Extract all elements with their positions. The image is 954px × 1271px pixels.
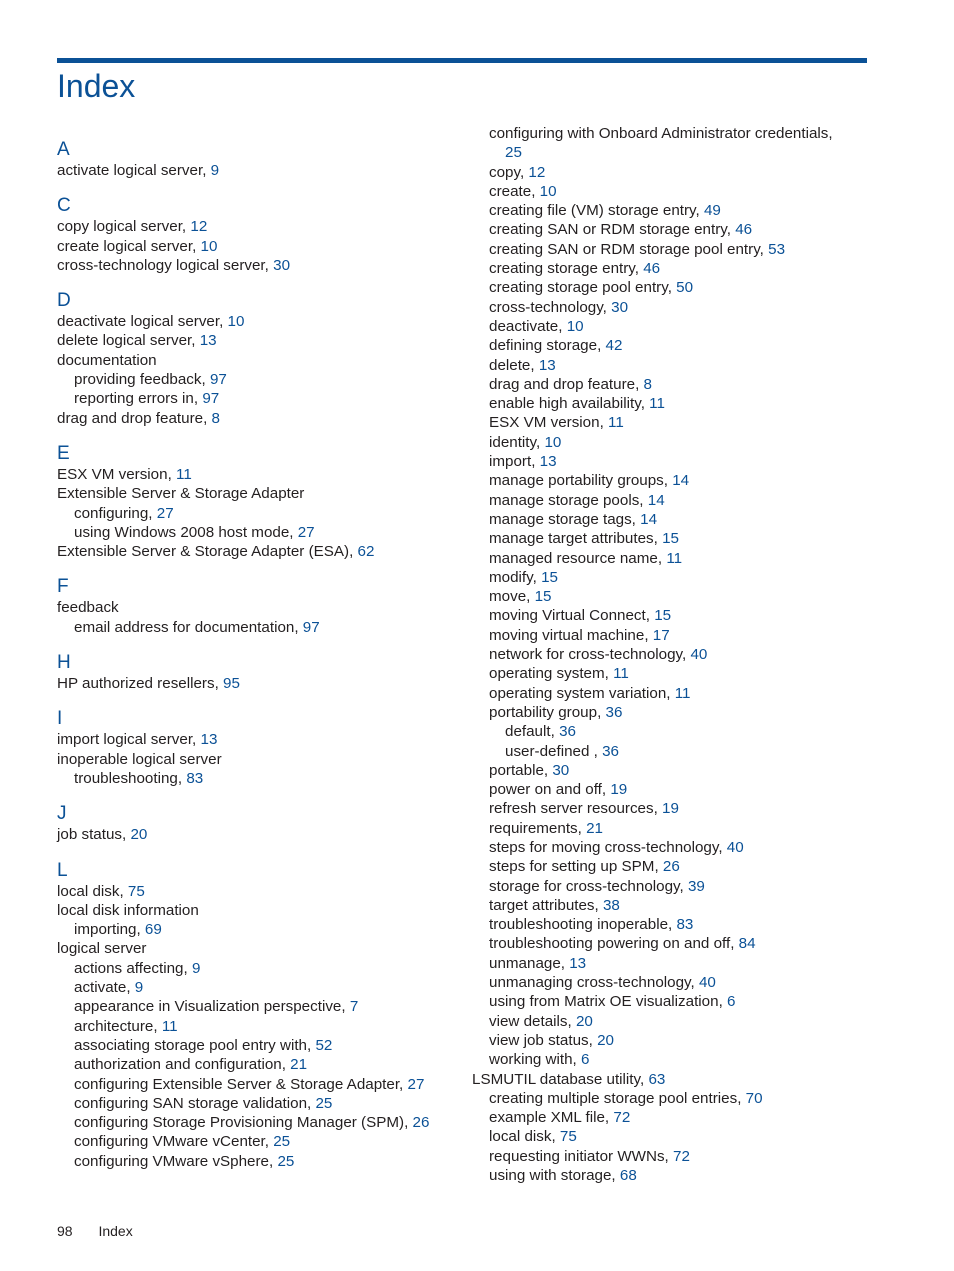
index-entry-term: configuring with Onboard Administrator credentials, bbox=[489, 125, 833, 142]
index-entry-term: ESX VM version, bbox=[489, 414, 604, 432]
index-letter-heading: I bbox=[57, 708, 63, 730]
index-entry bbox=[472, 201, 892, 220]
index-entry bbox=[472, 278, 892, 297]
index-entry bbox=[57, 1132, 457, 1151]
page-reference-link[interactable]: 75 bbox=[127, 882, 145, 900]
page-reference-link[interactable]: 97 bbox=[302, 618, 320, 636]
index-letter-heading: D bbox=[57, 290, 71, 312]
index-entry bbox=[57, 825, 457, 844]
index-entry bbox=[472, 954, 892, 973]
index-entry bbox=[472, 1127, 892, 1146]
page-reference-link[interactable]: 25 bbox=[277, 1152, 295, 1170]
page-reference-link[interactable]: 46 bbox=[735, 221, 753, 239]
index-entry bbox=[472, 1012, 892, 1031]
index-entry-term: storage for cross-technology, bbox=[489, 877, 684, 895]
index-entry-term: view details, bbox=[489, 1012, 572, 1030]
page-reference-link[interactable]: 19 bbox=[610, 781, 628, 799]
index-entry bbox=[472, 664, 892, 683]
index-entry bbox=[472, 317, 892, 336]
index-entry-term: requesting initiator WWNs, bbox=[489, 1147, 669, 1165]
index-entry bbox=[472, 356, 892, 375]
page-reference-link[interactable]: 13 bbox=[538, 356, 556, 374]
index-entry bbox=[57, 1075, 457, 1094]
index-entry-term: troubleshooting powering on and off, bbox=[489, 935, 735, 953]
index-entry bbox=[472, 742, 892, 761]
page-reference-link[interactable]: 20 bbox=[597, 1031, 614, 1049]
page-reference-link[interactable]: 49 bbox=[703, 202, 721, 220]
index-entry bbox=[472, 1070, 892, 1089]
index-entry-term: cross-technology logical server, bbox=[57, 256, 269, 274]
index-entry-term: deactivate, bbox=[489, 317, 563, 335]
index-entry bbox=[57, 882, 457, 901]
index-entry-term: defining storage, bbox=[489, 337, 602, 355]
index-entry bbox=[57, 465, 457, 484]
page-reference-link[interactable]: 11 bbox=[608, 414, 624, 432]
page-reference-link[interactable]: 10 bbox=[544, 433, 562, 451]
index-entry bbox=[472, 510, 892, 529]
index-entry-term: troubleshooting inoperable, bbox=[489, 916, 673, 934]
page-reference-link[interactable]: 9 bbox=[210, 162, 220, 179]
index-entry-term: unmanaging cross-technology, bbox=[489, 974, 695, 992]
page-reference-link[interactable]: 30 bbox=[273, 256, 291, 274]
index-entry bbox=[472, 298, 892, 317]
index-column-right bbox=[472, 124, 892, 1185]
index-entry bbox=[472, 838, 892, 857]
index-entry bbox=[57, 939, 457, 958]
index-entry bbox=[472, 761, 892, 780]
page-reference-link[interactable]: 9 bbox=[134, 979, 144, 997]
index-entry-term: providing feedback, bbox=[74, 371, 206, 389]
page-reference-link[interactable]: 26 bbox=[412, 1114, 430, 1132]
page-reference-link[interactable]: 39 bbox=[687, 877, 705, 895]
index-entry bbox=[472, 433, 892, 452]
index-entry bbox=[57, 1017, 457, 1036]
page-reference-link[interactable]: 72 bbox=[613, 1109, 631, 1127]
index-entry bbox=[472, 819, 892, 838]
page-reference-link[interactable]: 63 bbox=[648, 1070, 666, 1088]
header-rule bbox=[57, 58, 867, 63]
index-entry bbox=[472, 1050, 892, 1069]
index-entry-term: moving virtual machine, bbox=[489, 626, 649, 644]
index-entry bbox=[57, 1113, 457, 1132]
page-reference-link[interactable]: 19 bbox=[662, 800, 679, 818]
index-entry bbox=[57, 409, 457, 428]
index-entry-term: delete logical server, bbox=[57, 332, 196, 350]
page-reference-link[interactable]: 7 bbox=[349, 998, 359, 1016]
index-entry-term: local disk, bbox=[57, 882, 124, 900]
index-entry bbox=[472, 857, 892, 876]
index-entry-term: creating SAN or RDM storage entry, bbox=[489, 221, 731, 239]
index-entry-term: requirements, bbox=[489, 819, 582, 837]
index-entry bbox=[472, 992, 892, 1011]
index-entry bbox=[472, 220, 892, 239]
index-entry-term: Extensible Server & Storage Adapter bbox=[57, 485, 305, 503]
index-entry bbox=[57, 1152, 457, 1171]
index-entry bbox=[472, 780, 892, 799]
index-entry-term: job status, bbox=[57, 826, 127, 844]
index-entry bbox=[57, 389, 457, 408]
index-entry-term: creating file (VM) storage entry, bbox=[489, 202, 700, 220]
index-entry-term: network for cross-technology, bbox=[489, 646, 687, 664]
index-entry bbox=[57, 730, 457, 749]
index-entry bbox=[472, 1108, 892, 1127]
page-reference-link[interactable]: 40 bbox=[690, 646, 708, 664]
index-entry bbox=[472, 1147, 892, 1166]
index-entry-term: enable high availability, bbox=[489, 395, 645, 413]
index-entry-term: HP authorized resellers, bbox=[57, 675, 219, 693]
index-entry bbox=[472, 143, 892, 162]
footer-section-title: Index bbox=[98, 1223, 133, 1239]
page-reference-link[interactable]: 20 bbox=[130, 826, 148, 844]
index-entry-term: managed resource name, bbox=[489, 549, 663, 567]
index-entry-term: configuring VMware vCenter, bbox=[74, 1133, 269, 1151]
index-entry-term: using Windows 2008 host mode, bbox=[74, 523, 294, 541]
index-entry bbox=[472, 549, 892, 568]
page-reference-link[interactable]: 27 bbox=[297, 523, 315, 541]
index-letter-heading: J bbox=[57, 803, 67, 825]
index-entry-term: portability group, bbox=[489, 703, 602, 721]
page-reference-link[interactable]: 14 bbox=[647, 491, 665, 509]
page-reference-link[interactable]: 53 bbox=[768, 240, 786, 258]
index-entry-term: LSMUTIL database utility, bbox=[472, 1070, 645, 1088]
page-reference-link[interactable]: 36 bbox=[559, 723, 576, 741]
index-entry bbox=[472, 703, 892, 722]
index-entry-term: manage storage pools, bbox=[489, 491, 644, 509]
page-title: Index bbox=[57, 68, 136, 104]
index-entry bbox=[472, 491, 892, 510]
page-reference-link[interactable]: 40 bbox=[698, 974, 716, 992]
index-entry-term: local disk information bbox=[57, 901, 199, 919]
index-entry-term: configuring VMware vSphere, bbox=[74, 1152, 274, 1170]
index-letter-heading: L bbox=[57, 859, 68, 881]
index-entry-term: create logical server, bbox=[57, 237, 197, 255]
index-entry-term: manage portability groups, bbox=[489, 472, 668, 490]
index-entry-term: local disk, bbox=[489, 1128, 556, 1146]
page-reference-link[interactable]: 30 bbox=[611, 298, 629, 316]
page-reference-link[interactable]: 15 bbox=[662, 530, 679, 548]
index-entry bbox=[472, 799, 892, 818]
page-reference-link[interactable]: 8 bbox=[643, 375, 652, 393]
index-entry-term: move, bbox=[489, 588, 531, 606]
index-entry bbox=[57, 997, 457, 1016]
index-entry bbox=[57, 959, 457, 978]
page-reference-link[interactable]: 70 bbox=[745, 1089, 763, 1107]
index-entry bbox=[472, 1031, 892, 1050]
page-reference-link[interactable]: 50 bbox=[676, 279, 694, 297]
index-entry-term: configuring Storage Provisioning Manager (SPM), bbox=[74, 1114, 409, 1132]
page-reference-link[interactable]: 97 bbox=[202, 390, 220, 408]
index-entry-term: architecture, bbox=[74, 1017, 158, 1035]
index-entry-term: configuring SAN storage validation, bbox=[74, 1094, 312, 1112]
index-entry-term: unmanage, bbox=[489, 954, 565, 972]
index-entry bbox=[472, 124, 892, 143]
page-reference-link[interactable]: 13 bbox=[569, 954, 587, 972]
index-entry bbox=[472, 973, 892, 992]
page-reference-link[interactable]: 13 bbox=[199, 332, 217, 350]
index-entry bbox=[57, 674, 457, 693]
index-entry bbox=[57, 504, 457, 523]
index-entry-term: activate logical server, bbox=[57, 162, 207, 179]
index-entry bbox=[472, 182, 892, 201]
index-entry bbox=[472, 684, 892, 703]
page-reference-link[interactable]: 25 bbox=[315, 1094, 333, 1112]
index-entry bbox=[472, 645, 892, 664]
index-entry-term: using with storage, bbox=[489, 1167, 616, 1185]
index-entry-term: target attributes, bbox=[489, 896, 599, 914]
page-reference-link[interactable]: 13 bbox=[539, 453, 557, 471]
index-entry-term: creating storage entry, bbox=[489, 260, 639, 278]
page-reference-link[interactable]: 6 bbox=[581, 1051, 590, 1069]
page-reference-link[interactable]: 14 bbox=[640, 510, 658, 528]
index-entry-term: copy, bbox=[489, 163, 525, 181]
index-entry-term: manage target attributes, bbox=[489, 530, 658, 548]
index-entry-term: authorization and configuration, bbox=[74, 1056, 286, 1074]
index-entry bbox=[472, 626, 892, 645]
index-entry-term: manage storage tags, bbox=[489, 510, 636, 528]
index-entry-term: creating multiple storage pool entries, bbox=[489, 1089, 742, 1107]
page-reference-link[interactable]: 15 bbox=[541, 568, 558, 586]
index-entry-term: activate, bbox=[74, 979, 131, 997]
page-reference-link[interactable]: 95 bbox=[223, 675, 240, 693]
index-entry-term: logical server bbox=[57, 940, 147, 958]
page-reference-link[interactable]: 30 bbox=[552, 761, 570, 779]
index-entry-term: steps for moving cross-technology, bbox=[489, 838, 723, 856]
page-reference-link[interactable]: 13 bbox=[200, 731, 218, 749]
page-reference-link[interactable]: 36 bbox=[605, 703, 623, 721]
page-reference-link[interactable]: 97 bbox=[209, 371, 227, 389]
index-entry-term: associating storage pool entry with, bbox=[74, 1036, 312, 1054]
index-entry-term: documentation bbox=[57, 351, 157, 369]
page-reference-link[interactable]: 84 bbox=[738, 935, 756, 953]
index-entry bbox=[472, 452, 892, 471]
index-entry-term: Extensible Server & Storage Adapter (ESA), bbox=[57, 543, 354, 561]
page-reference-link[interactable]: 46 bbox=[643, 260, 661, 278]
index-entry-term: deactivate logical server, bbox=[57, 313, 224, 331]
index-entry bbox=[472, 915, 892, 934]
index-letter-heading: H bbox=[57, 652, 71, 674]
page-reference-link[interactable]: 75 bbox=[559, 1128, 577, 1146]
index-entry-term: drag and drop feature, bbox=[489, 375, 640, 393]
index-entry-term: email address for documentation, bbox=[74, 618, 299, 636]
index-entry-term: feedback bbox=[57, 599, 119, 617]
index-entry-term: creating storage pool entry, bbox=[489, 279, 672, 297]
index-entry bbox=[57, 750, 457, 769]
index-entry-term: operating system, bbox=[489, 665, 609, 683]
index-letter-heading: C bbox=[57, 195, 71, 217]
index-letter-heading: F bbox=[57, 576, 69, 598]
index-entry-term: appearance in Visualization perspective, bbox=[74, 998, 346, 1016]
index-entry-term: delete, bbox=[489, 356, 535, 374]
index-entry-term: user-defined , bbox=[505, 742, 598, 760]
index-entry-term: configuring, bbox=[74, 504, 153, 522]
index-entry bbox=[472, 240, 892, 259]
index-entry bbox=[472, 259, 892, 278]
page-reference-link[interactable]: 21 bbox=[586, 819, 603, 837]
index-entry-term: troubleshooting, bbox=[74, 769, 183, 787]
index-entry-term: import, bbox=[489, 453, 536, 471]
index-entry-term: inoperable logical server bbox=[57, 750, 222, 768]
page-reference-link[interactable]: 15 bbox=[534, 588, 552, 606]
index-entry bbox=[57, 1094, 457, 1113]
page-reference-link[interactable]: 27 bbox=[407, 1075, 425, 1093]
index-entry bbox=[472, 722, 892, 741]
page-reference-link[interactable]: 10 bbox=[539, 182, 557, 200]
index-entry bbox=[57, 484, 457, 503]
index-entry bbox=[57, 618, 457, 637]
page-reference-link[interactable]: 20 bbox=[575, 1012, 593, 1030]
page-reference-link[interactable]: 68 bbox=[619, 1167, 637, 1185]
page-reference-link[interactable]: 12 bbox=[528, 163, 546, 181]
index-entry bbox=[57, 217, 457, 236]
index-entry-term: using from Matrix OE visualization, bbox=[489, 993, 723, 1011]
page-reference-link[interactable]: 83 bbox=[186, 769, 204, 787]
index-entry bbox=[472, 394, 892, 413]
page-reference-link[interactable]: 11 bbox=[649, 395, 665, 413]
index-entry bbox=[57, 542, 457, 561]
page-reference-link[interactable]: 10 bbox=[566, 317, 584, 335]
page-reference-link[interactable]: 10 bbox=[227, 313, 245, 331]
index-entry bbox=[57, 370, 457, 389]
page-reference-link[interactable]: 52 bbox=[315, 1036, 333, 1054]
index-entry bbox=[472, 896, 892, 915]
index-entry bbox=[57, 256, 457, 275]
index-entry bbox=[57, 901, 457, 920]
page-reference-link[interactable]: 11 bbox=[161, 1017, 178, 1035]
page-reference-link[interactable]: 25 bbox=[273, 1133, 291, 1151]
index-entry bbox=[472, 606, 892, 625]
index-entry bbox=[472, 587, 892, 606]
index-entry-term: reporting errors in, bbox=[74, 390, 199, 408]
index-entry bbox=[472, 1166, 892, 1185]
index-entry bbox=[57, 598, 457, 617]
page-reference-link[interactable]: 36 bbox=[602, 742, 620, 760]
page-reference-link[interactable]: 11 bbox=[613, 665, 629, 683]
index-entry-term: creating SAN or RDM storage pool entry, bbox=[489, 240, 764, 258]
page-footer bbox=[57, 1222, 155, 1240]
index-entry bbox=[472, 163, 892, 182]
page-reference-link[interactable]: 21 bbox=[290, 1056, 308, 1074]
page-reference-link[interactable]: 14 bbox=[672, 472, 690, 490]
index-entry bbox=[57, 351, 457, 370]
index-entry-term: drag and drop feature, bbox=[57, 409, 208, 427]
index-entry-term: ESX VM version, bbox=[57, 465, 172, 483]
index-entry-term: power on and off, bbox=[489, 781, 607, 799]
index-entry-term: copy logical server, bbox=[57, 218, 187, 236]
index-entry-term: configuring Extensible Server & Storage Adapter, bbox=[74, 1075, 404, 1093]
page-reference-link[interactable]: 42 bbox=[605, 337, 623, 355]
index-entry bbox=[57, 312, 457, 331]
index-entry bbox=[57, 523, 457, 542]
page-reference-link[interactable]: 12 bbox=[190, 218, 208, 236]
index-entry bbox=[57, 1036, 457, 1055]
index-entry-term: modify, bbox=[489, 568, 537, 586]
page-reference-link[interactable]: 6 bbox=[727, 993, 736, 1011]
index-entry-term: default, bbox=[505, 723, 555, 741]
page-reference-link[interactable]: 17 bbox=[652, 626, 670, 644]
page-reference-link[interactable]: 26 bbox=[662, 858, 680, 876]
index-entry bbox=[472, 877, 892, 896]
index-entry-term: portable, bbox=[489, 761, 549, 779]
index-entry bbox=[472, 336, 892, 355]
index-entry bbox=[57, 237, 457, 256]
index-entry-term: steps for setting up SPM, bbox=[489, 858, 659, 876]
page-reference-link[interactable]: 8 bbox=[211, 409, 220, 427]
page-reference-link[interactable]: 72 bbox=[673, 1147, 690, 1165]
index-entry bbox=[472, 471, 892, 490]
page-reference-link[interactable]: 62 bbox=[357, 543, 375, 561]
page-reference-link[interactable]: 11 bbox=[176, 465, 192, 483]
index-entry bbox=[57, 161, 457, 180]
index-entry bbox=[472, 568, 892, 587]
index-entry bbox=[57, 920, 457, 939]
index-entry-term: import logical server, bbox=[57, 731, 197, 749]
index-column-left bbox=[57, 124, 457, 1171]
page-reference-link[interactable]: 69 bbox=[144, 921, 162, 939]
index-entry bbox=[57, 978, 457, 997]
index-entry-term: working with, bbox=[489, 1051, 577, 1069]
page-reference-link[interactable]: 9 bbox=[191, 959, 201, 977]
index-entry bbox=[472, 1089, 892, 1108]
index-entry bbox=[472, 413, 892, 432]
index-entry-term: view job status, bbox=[489, 1031, 593, 1049]
index-entry bbox=[57, 1055, 457, 1074]
index-entry bbox=[472, 934, 892, 953]
page-reference-link[interactable]: 27 bbox=[156, 504, 174, 522]
page-reference-link[interactable]: 10 bbox=[200, 237, 218, 255]
index-entry-term: actions affecting, bbox=[74, 959, 188, 977]
page-reference-link[interactable]: 40 bbox=[726, 838, 744, 856]
index-entry bbox=[472, 529, 892, 548]
footer-page-number: 98 bbox=[57, 1223, 73, 1239]
index-entry-term: importing, bbox=[74, 921, 141, 939]
page-reference-link[interactable]: 25 bbox=[505, 144, 522, 162]
index-entry-term: identity, bbox=[489, 433, 541, 451]
index-entry bbox=[57, 331, 457, 350]
index-entry bbox=[57, 769, 457, 788]
index-letter-heading: E bbox=[57, 442, 70, 464]
index-entry-term: operating system variation, bbox=[489, 684, 671, 702]
page-reference-link[interactable]: 83 bbox=[676, 916, 694, 934]
page-reference-link[interactable]: 15 bbox=[654, 607, 672, 625]
index-letter-heading: A bbox=[57, 139, 70, 160]
page-reference-link[interactable]: 38 bbox=[602, 896, 620, 914]
page-reference-link[interactable]: 11 bbox=[666, 549, 683, 567]
index-entry-term: moving Virtual Connect, bbox=[489, 607, 650, 625]
index-entry-term: example XML file, bbox=[489, 1109, 610, 1127]
page-reference-link[interactable]: 11 bbox=[674, 684, 691, 702]
index-entry-term: create, bbox=[489, 182, 536, 200]
index-entry bbox=[472, 375, 892, 394]
index-entry-term: refresh server resources, bbox=[489, 800, 658, 818]
index-entry-term: cross-technology, bbox=[489, 298, 607, 316]
